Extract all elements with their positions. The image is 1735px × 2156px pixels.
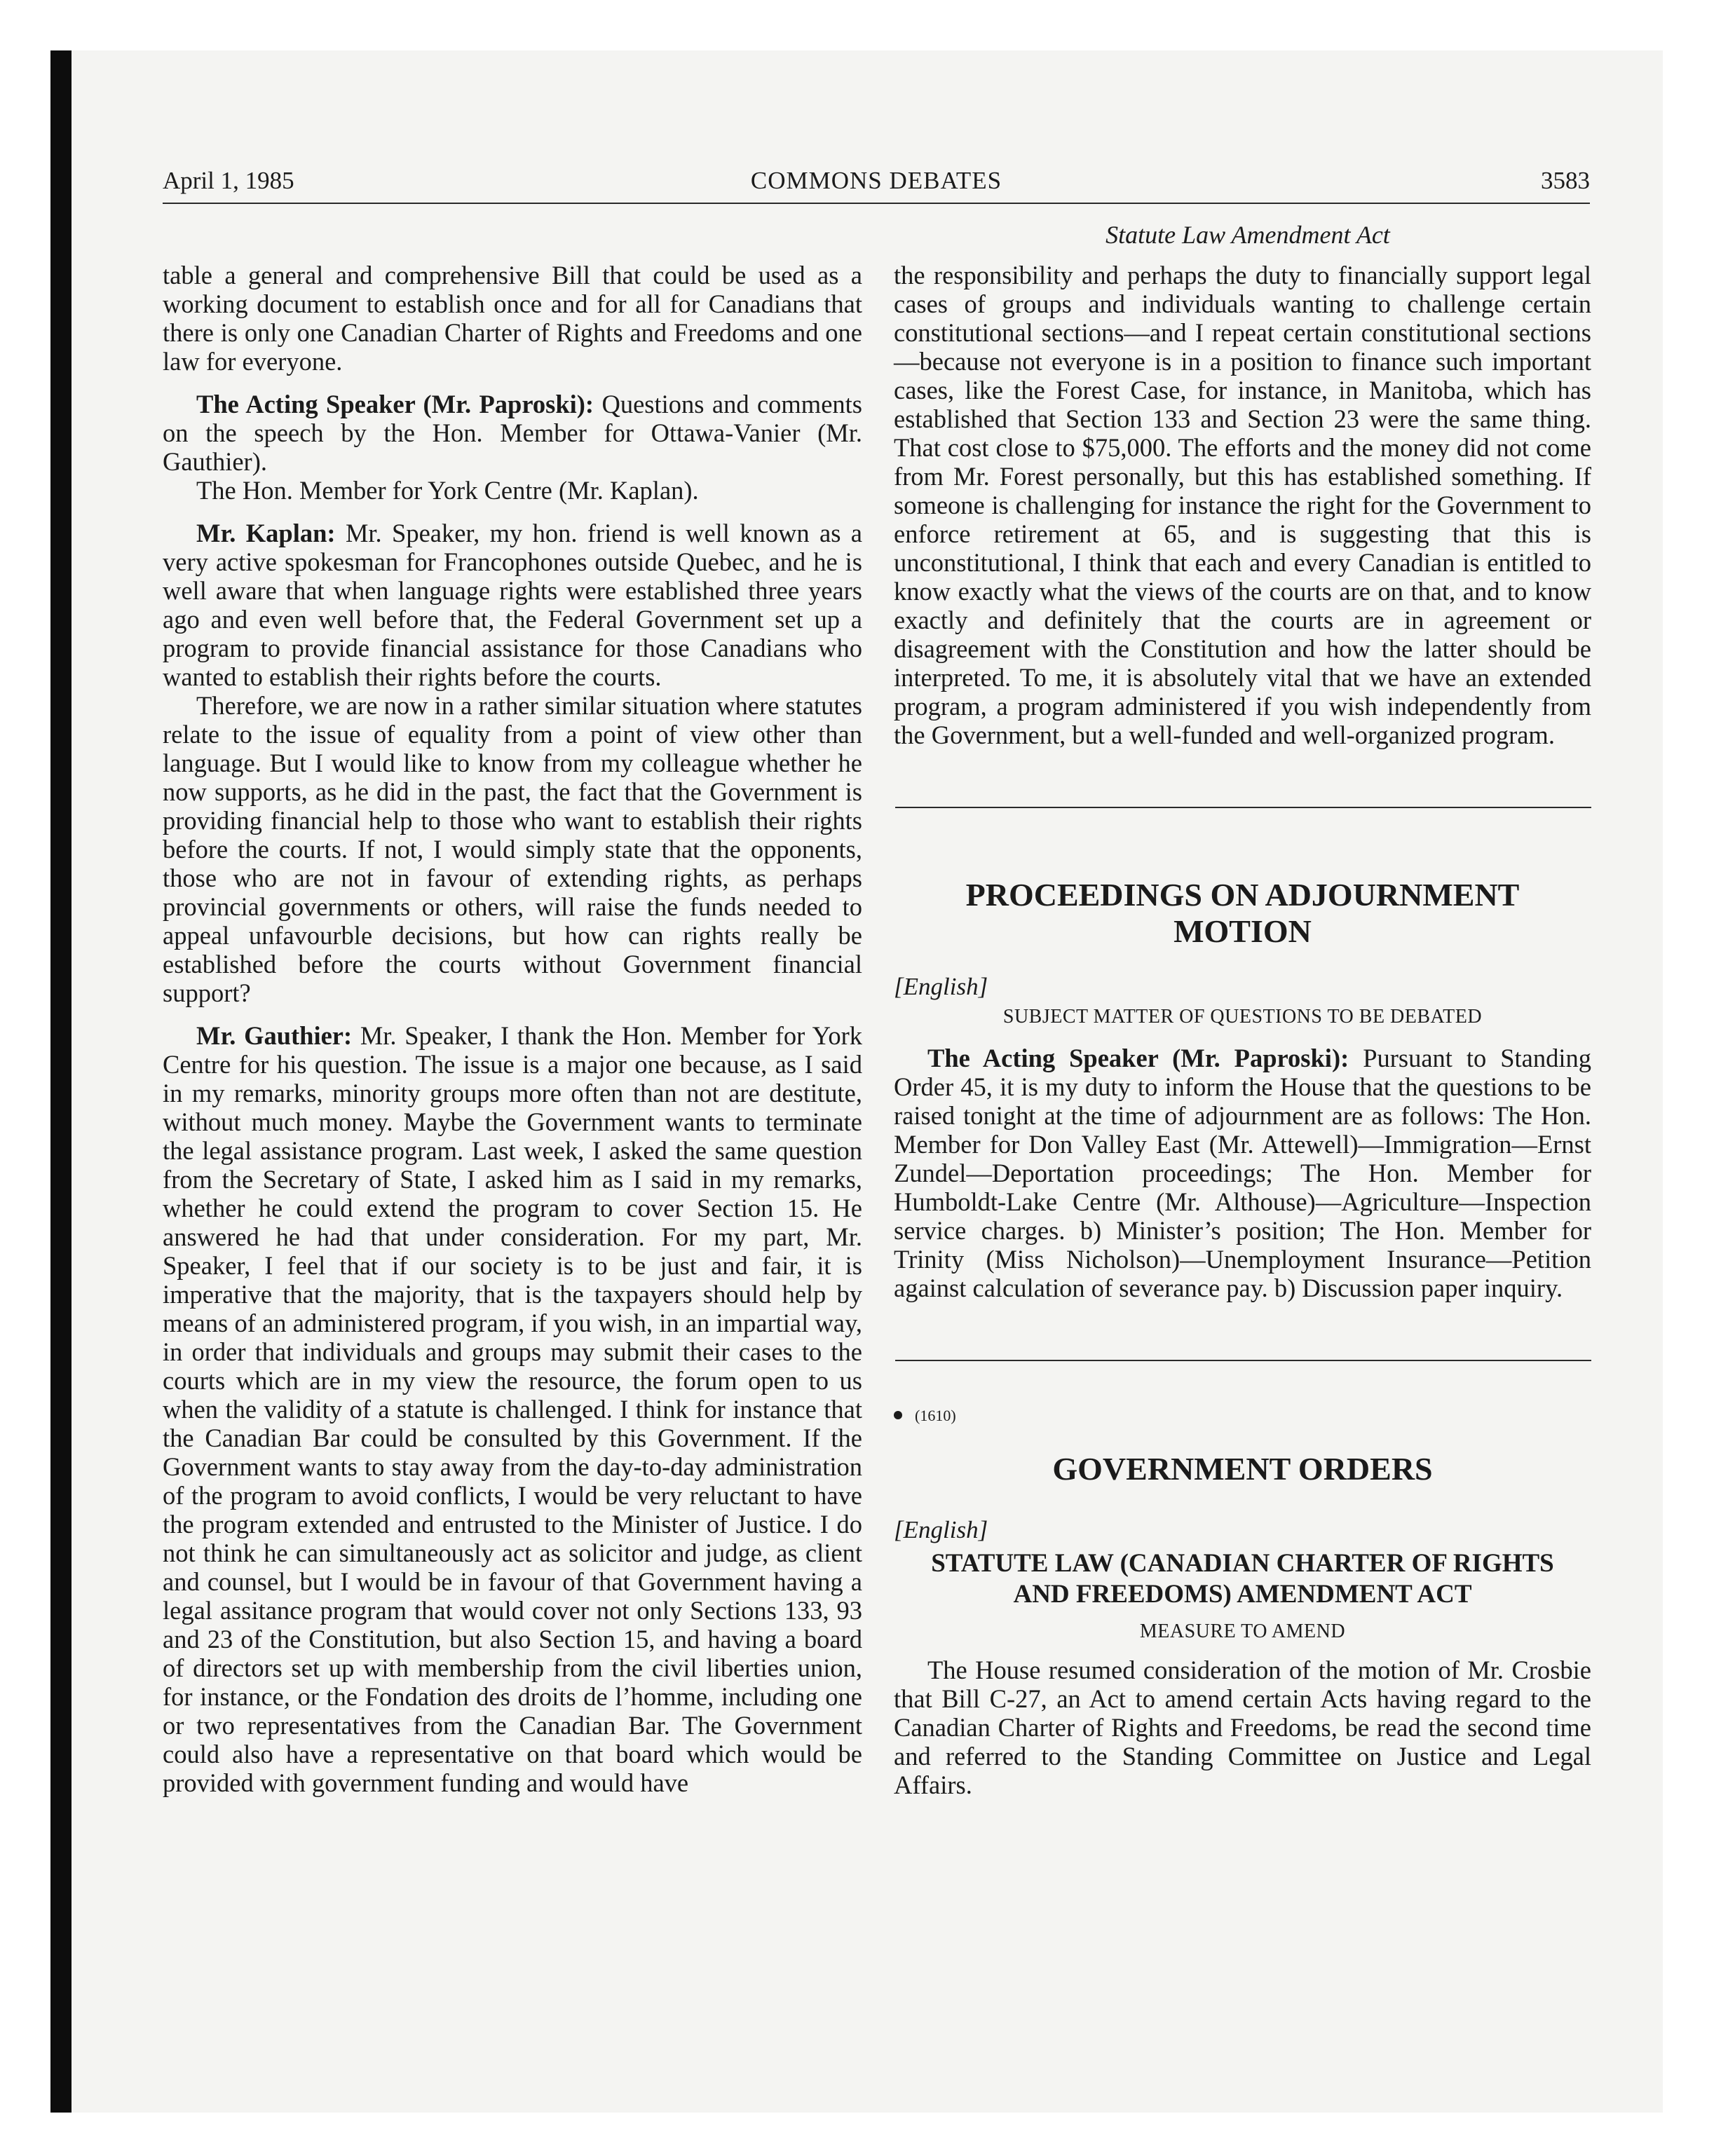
paragraph (894, 1044, 1591, 1302)
right-column (894, 261, 1591, 1799)
section-rule (895, 1360, 1591, 1361)
page-number: 3583 (1541, 167, 1590, 194)
speaker-name: The Acting Speaker (Mr. Paproski): (927, 1044, 1349, 1072)
running-head: Statute Law Amendment Act (1105, 221, 1390, 249)
section-title-line: MOTION (1173, 913, 1312, 949)
language-tag: [English] (894, 1516, 988, 1543)
subheading: MEASURE TO AMEND (1139, 1621, 1346, 1642)
subheading: SUBJECT MATTER OF QUESTIONS TO BE DEBATED (1002, 1006, 1483, 1028)
time-stamp: (1610) (915, 1407, 956, 1424)
speech-text: Mr. Speaker, my hon. friend is well known as a very active spokesman for Francophones outside Quebec, and he is well aware that when language rights were established three years ago and even well before that, the Federal Government set up a program to provide financial assistance for those Canadians who wanted to establish their rights before the courts. (163, 519, 862, 691)
section-rule (895, 807, 1591, 808)
speaker-name: Mr. Gauthier: (196, 1021, 353, 1050)
left-column (163, 261, 862, 1797)
paragraph (163, 1021, 862, 1797)
paragraph: The Hon. Member for York Centre (Mr. Kaplan). (196, 476, 699, 505)
paragraph: The House resumed consideration of the motion of Mr. Crosbie that Bill C-27, an Act to amend certain Acts having regard to the Canadian Charter of Rights and Freedoms, be read the second time and referred to the Standing Committee on Justice and Legal Affairs. (894, 1656, 1591, 1799)
bill-title-line: STATUTE LAW (CANADIAN CHARTER OF RIGHTS (931, 1549, 1554, 1578)
publication-title: COMMONS DEBATES (750, 167, 1002, 194)
section-title: GOVERNMENT ORDERS (1052, 1451, 1433, 1487)
bill-title (894, 1548, 1591, 1610)
speech-text: Mr. Speaker, I thank the Hon. Member for York Centre for his question. The issue is a major one because, as I said in my remarks, minority groups more often than not are destitute, without much money. Maybe the Government wants to terminate the legal assistance program. Last week, I asked the same question from the Secretary of State, I asked him as I said in my remarks, whether he could extend the program to cover Section 15. He answered he had that under consideration. For my part, Mr. Speaker, I feel that if our society is to be just and fair, it is imperative that the majority, that is the taxpayers should help by means of an administered program, if you wish, in an impartial way, in order that individuals and groups may submit their cases to the courts which are in my view the resource, the forum open to us when the validity of a statute is challenged. I think for instance that the Canadian Bar could be consulted by this Government. If the Government wants to stay away from the day-to-day administration of the program to avoid conflicts, I would be very reluctant to have the program extended and entrusted to the Minister of Justice. I do not think he can simultaneously act as solicitor and judge, as client and counsel, but I would be in favour of that Government having a legal assitance program that would cover not only Sections 133, 93 and 23 of the Constitution, but also Section 15, and having a board of directors set up with membership from the civil liberties union, for instance, or the Fondation des droits de l’homme, including one or two representatives from the Canadian Bar. The Government could also have a representative on that board which would be provided with government funding and would have (163, 1021, 862, 1797)
time-marker (894, 1398, 1591, 1430)
section-title (894, 877, 1591, 950)
section-title-line: PROCEEDINGS ON ADJOURNMENT (965, 877, 1520, 913)
paragraph: Therefore, we are now in a rather similar situation where statutes relate to the issue of equality from a point of view other than language. But I would like to know from my colleague whether he now supports, as he did in the past, the fact that the Government is providing financial help to those who want to establish their rights before the courts. If not, I would simply state that the opponents, those who are not in favour of extending rights, as perhaps provincial governments or others, will raise the funds needed to appeal unfavourble decisions, but how can rights really be established before the courts without Government financial support? (163, 691, 862, 1007)
paragraph: the responsibility and perhaps the duty to financially support legal cases of groups and individuals wanting to challenge certain constitutional sections—and I repeat certain constitutional sections—because not everyone is in a position to finance such important cases, like the Forest Case, for instance, in Manitoba, which has established that Section 133 and Section 23 were the same thing. That cost close to $75,000. The efforts and the money did not come from Mr. Forest personally, but this has established something. If someone is challenging for instance the right for the Government to enforce retirement at 65, and is suggesting that this is unconstitutional, I think that each and every Canadian is entitled to know exactly what the views of the courts are on that, and to know exactly and definitely that the courts are in agreement or disagreement with the Constitution and how the latter should be interpreted. To me, it is absolutely vital that we have an extended program, a program administered if you wish independently from the Government, but a well-funded and well-organized program. (894, 261, 1591, 749)
bullet-icon (894, 1411, 902, 1419)
header-rule (163, 203, 1590, 204)
scan-border (50, 50, 72, 2113)
language-tag: [English] (894, 973, 988, 1000)
paragraph (163, 390, 862, 476)
paragraph (163, 519, 862, 691)
speaker-name: The Acting Speaker (Mr. Paproski): (196, 390, 594, 418)
bill-title-line: AND FREEDOMS) AMENDMENT ACT (1013, 1580, 1472, 1609)
header-date: April 1, 1985 (163, 167, 294, 194)
paragraph: table a general and comprehensive Bill that could be used as a working document to establish once and for all for Canadians that there is only one Canadian Charter of Rights and Freedoms and one law for everyone. (163, 261, 862, 376)
speech-text: Questions and comments on the speech by the Hon. Member for Ottawa-Vanier (Mr. Gauthier). (163, 390, 862, 476)
speech-text: Pursuant to Standing Order 45, it is my duty to inform the House that the questions to be raised tonight at the time of adjournment are as follows: The Hon. Member for Don Valley East (Mr. Attewell)—Immigration—Ernst Zundel—Deportation proceedings; The Hon. Member for Humboldt-Lake Centre (Mr. Althouse)—Agriculture—Inspection service charges. b) Minister’s position; The Hon. Member for Trinity (Miss Nicholson)—Unemployment Insurance—Petition against calculation of severance pay. b) Discussion paper inquiry. (894, 1044, 1591, 1302)
page-header (163, 167, 1590, 202)
speaker-name: Mr. Kaplan: (196, 519, 336, 547)
